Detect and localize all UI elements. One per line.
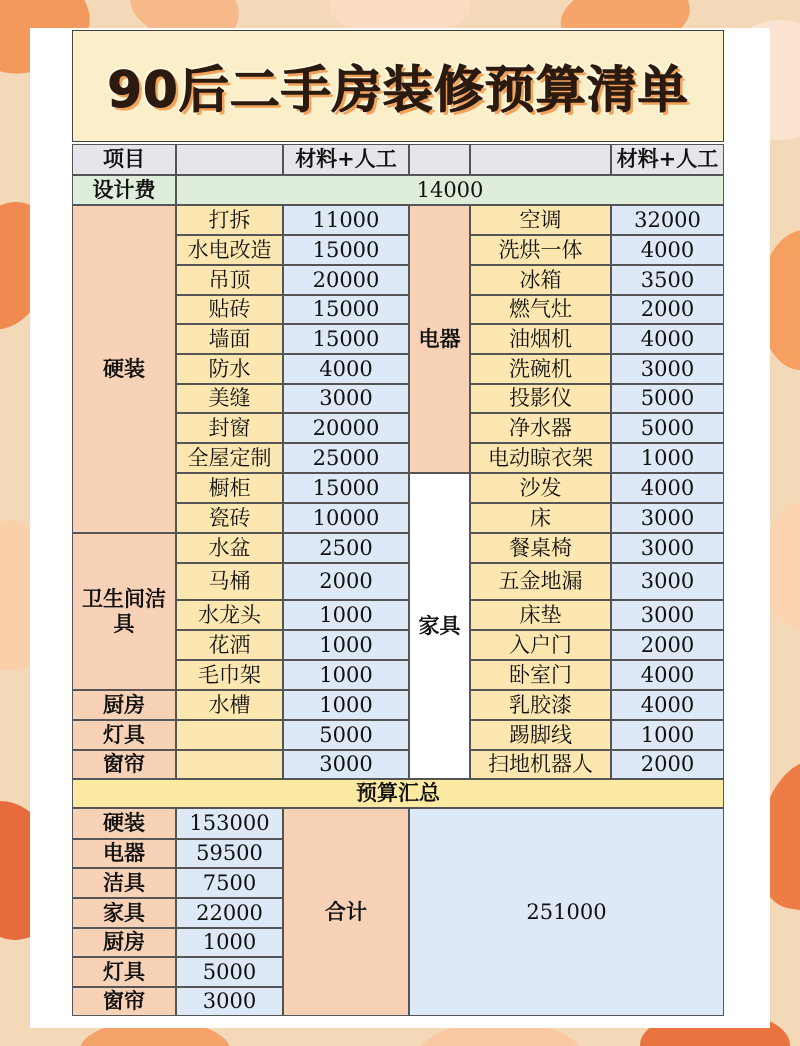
item-name: 水龙头 bbox=[176, 600, 283, 630]
item-cost: 4000 bbox=[611, 473, 724, 503]
item-name: 餐桌椅 bbox=[470, 533, 611, 563]
item-name: 冰箱 bbox=[470, 265, 611, 295]
item-name: 投影仪 bbox=[470, 384, 611, 413]
summary-value: 3000 bbox=[176, 987, 283, 1016]
item-cost: 5000 bbox=[283, 720, 409, 750]
item-name: 马桶 bbox=[176, 563, 283, 600]
item-name: 洗碗机 bbox=[470, 354, 611, 384]
item-cost: 15000 bbox=[283, 324, 409, 354]
item-name: 入户门 bbox=[470, 630, 611, 660]
design-fee-value: 14000 bbox=[176, 175, 724, 205]
group-lamp: 灯具 bbox=[72, 720, 176, 750]
summary-name: 洁具 bbox=[72, 868, 176, 898]
summary-value: 22000 bbox=[176, 898, 283, 928]
item-cost: 15000 bbox=[283, 473, 409, 503]
group-kitchen: 厨房 bbox=[72, 690, 176, 720]
item-name: 电动晾衣架 bbox=[470, 443, 611, 473]
item-name: 乳胶漆 bbox=[470, 690, 611, 720]
item-name bbox=[176, 720, 283, 750]
summary-name: 窗帘 bbox=[72, 987, 176, 1016]
item-name: 踢脚线 bbox=[470, 720, 611, 750]
item-cost: 1000 bbox=[611, 443, 724, 473]
summary-name: 硬装 bbox=[72, 808, 176, 839]
item-cost: 3000 bbox=[611, 600, 724, 630]
page-title: 90后二手房装修预算清单 bbox=[107, 61, 689, 119]
item-name: 沙发 bbox=[470, 473, 611, 503]
header-blank bbox=[470, 144, 611, 175]
item-name: 水槽 bbox=[176, 690, 283, 720]
item-cost: 32000 bbox=[611, 205, 724, 235]
design-fee-label: 设计费 bbox=[72, 175, 176, 205]
item-cost: 4000 bbox=[611, 235, 724, 265]
item-cost: 3000 bbox=[611, 354, 724, 384]
summary-name: 家具 bbox=[72, 898, 176, 928]
item-cost: 1000 bbox=[283, 660, 409, 690]
item-name: 床垫 bbox=[470, 600, 611, 630]
item-name: 床 bbox=[470, 503, 611, 533]
item-cost: 1000 bbox=[611, 720, 724, 750]
header-item: 项目 bbox=[72, 144, 176, 175]
item-cost: 4000 bbox=[611, 690, 724, 720]
item-name: 瓷砖 bbox=[176, 503, 283, 533]
item-name: 洗烘一体 bbox=[470, 235, 611, 265]
item-name: 净水器 bbox=[470, 413, 611, 443]
group-curtain: 窗帘 bbox=[72, 750, 176, 779]
summary-name: 电器 bbox=[72, 839, 176, 868]
item-cost: 2000 bbox=[611, 295, 724, 324]
item-name: 水盆 bbox=[176, 533, 283, 563]
item-name: 燃气灶 bbox=[470, 295, 611, 324]
summary-value: 7500 bbox=[176, 868, 283, 898]
item-cost: 3000 bbox=[283, 750, 409, 779]
title-banner bbox=[72, 30, 724, 142]
item-name: 打拆 bbox=[176, 205, 283, 235]
summary-name: 灯具 bbox=[72, 957, 176, 987]
group-appliance: 电器 bbox=[409, 205, 470, 473]
item-name: 防水 bbox=[176, 354, 283, 384]
item-cost: 15000 bbox=[283, 295, 409, 324]
item-name: 美缝 bbox=[176, 384, 283, 413]
item-name: 扫地机器人 bbox=[470, 750, 611, 779]
header-cost: 材料+人工 bbox=[611, 144, 724, 175]
item-cost: 1000 bbox=[283, 690, 409, 720]
header-blank bbox=[176, 144, 283, 175]
header-blank bbox=[409, 144, 470, 175]
item-cost: 20000 bbox=[283, 265, 409, 295]
item-cost: 4000 bbox=[611, 324, 724, 354]
item-name: 贴砖 bbox=[176, 295, 283, 324]
item-name: 花洒 bbox=[176, 630, 283, 660]
item-cost: 4000 bbox=[611, 660, 724, 690]
item-cost: 1000 bbox=[283, 630, 409, 660]
summary-value: 5000 bbox=[176, 957, 283, 987]
group-bath: 卫生间洁具 bbox=[72, 533, 176, 690]
total-value: 251000 bbox=[409, 808, 724, 1016]
item-name: 毛巾架 bbox=[176, 660, 283, 690]
item-cost: 20000 bbox=[283, 413, 409, 443]
item-name: 全屋定制 bbox=[176, 443, 283, 473]
item-name: 水电改造 bbox=[176, 235, 283, 265]
item-name: 五金地漏 bbox=[470, 563, 611, 600]
item-cost: 2500 bbox=[283, 533, 409, 563]
item-name: 橱柜 bbox=[176, 473, 283, 503]
item-name: 卧室门 bbox=[470, 660, 611, 690]
item-name: 空调 bbox=[470, 205, 611, 235]
item-name: 油烟机 bbox=[470, 324, 611, 354]
item-cost: 10000 bbox=[283, 503, 409, 533]
item-cost: 15000 bbox=[283, 235, 409, 265]
item-cost: 2000 bbox=[611, 630, 724, 660]
item-cost: 11000 bbox=[283, 205, 409, 235]
summary-value: 1000 bbox=[176, 928, 283, 957]
group-furniture: 家具 bbox=[409, 473, 470, 779]
item-cost: 2000 bbox=[611, 750, 724, 779]
summary-title: 预算汇总 bbox=[72, 779, 724, 808]
item-name: 墙面 bbox=[176, 324, 283, 354]
item-name: 吊顶 bbox=[176, 265, 283, 295]
summary-name: 厨房 bbox=[72, 928, 176, 957]
item-cost: 3000 bbox=[611, 533, 724, 563]
summary-value: 153000 bbox=[176, 808, 283, 839]
summary-value: 59500 bbox=[176, 839, 283, 868]
item-cost: 3500 bbox=[611, 265, 724, 295]
item-cost: 3000 bbox=[611, 503, 724, 533]
item-cost: 25000 bbox=[283, 443, 409, 473]
header-cost: 材料+人工 bbox=[283, 144, 409, 175]
item-cost: 5000 bbox=[611, 413, 724, 443]
item-cost: 2000 bbox=[283, 563, 409, 600]
item-cost: 5000 bbox=[611, 384, 724, 413]
total-label: 合计 bbox=[283, 808, 409, 1016]
item-name bbox=[176, 750, 283, 779]
item-name: 封窗 bbox=[176, 413, 283, 443]
group-hard: 硬装 bbox=[72, 205, 176, 533]
item-cost: 4000 bbox=[283, 354, 409, 384]
item-cost: 3000 bbox=[283, 384, 409, 413]
item-cost: 3000 bbox=[611, 563, 724, 600]
item-cost: 1000 bbox=[283, 600, 409, 630]
